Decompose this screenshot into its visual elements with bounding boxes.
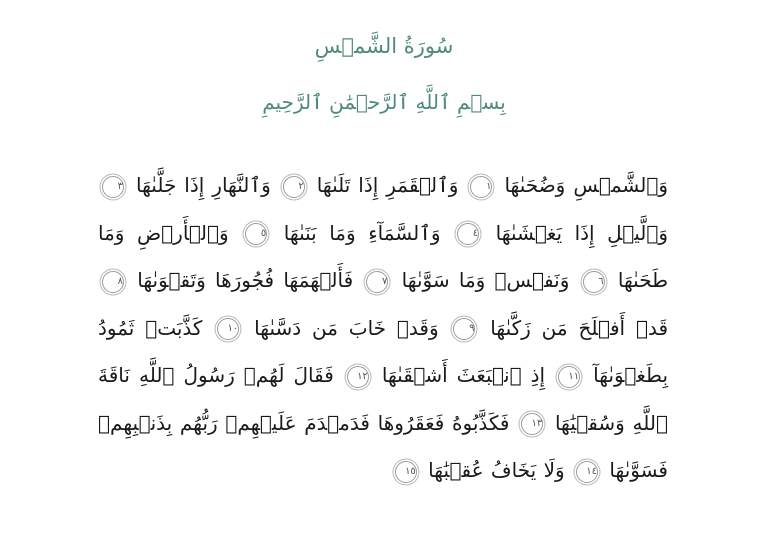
ayah-number-marker: ٧ (366, 271, 388, 293)
ayah-number-marker: ١١ (558, 366, 580, 388)
ayah (391, 458, 565, 482)
ayah-number-marker: ١٤ (576, 461, 598, 483)
ayah-text: وَلَا يَخَافُ عُقۡبَٰهَا (428, 458, 565, 482)
ayah-text: كَذَّبَتۡ ثَمُودُ بِطَغۡوَىٰهَآ (98, 315, 669, 387)
ayah (213, 316, 438, 340)
ayah-number-marker: ١٢ (347, 366, 369, 388)
ayah-text: فَقَالَ لَهُمۡ رَسُولُ ٱللَّهِ نَاقَةَ ٱللَّهِ وَسُقۡيَٰهَا (98, 363, 668, 435)
ayah (466, 173, 668, 197)
ayah-text: وَٱلۡقَمَرِ إِذَا تَلَىٰهَا (316, 173, 459, 197)
ayah-text: قَدۡ أَفۡلَحَ مَن زَكَّىٰهَا (490, 315, 668, 340)
ayah-text: فَأَلۡهَمَهَا فُجُورَهَا وَتَقۡوَىٰهَا (137, 268, 354, 292)
ayah (98, 268, 353, 292)
basmala: بِسۡمِ ٱللَّهِ ٱلرَّحۡمَٰنِ ٱلرَّحِيمِ (262, 90, 506, 114)
ayah-number-marker: ١٣ (521, 413, 543, 435)
ayah-number-marker: ١٠ (217, 318, 239, 340)
ayah-text: وَٱلسَّمَآءِ وَمَا بَنَىٰهَا (283, 220, 441, 245)
ayah (362, 268, 569, 292)
ayah-number-marker: ٢ (283, 176, 305, 198)
ayah (98, 173, 271, 197)
ayah (453, 221, 668, 245)
ayah-text: وَنَفۡسٖ وَمَا سَوَّىٰهَا (401, 268, 570, 292)
ayah-number-marker: ١٥ (395, 461, 417, 483)
ayah-number-marker: ٣ (102, 176, 124, 198)
ayah-text: فَكَذَّبُوهُ فَعَقَرُوهَا فَدَمۡدَمَ عَلَيۡهِمۡ رَبُّهُم بِذَنۢبِهِمۡ فَسَوَّىٰهَا (98, 410, 668, 482)
ayah (449, 316, 668, 340)
ayah-number-marker: ١ (470, 176, 492, 198)
ayah-number-marker: ٤ (457, 223, 479, 245)
ayah-number-marker: ٦ (583, 271, 605, 293)
surah-title: سُورَةُ الشَّمۡسِ (314, 34, 454, 58)
ayah-number-marker: ٨ (102, 271, 124, 293)
ayah-text: وَقَدۡ خَابَ مَن دَسَّىٰهَا (254, 315, 439, 340)
ayah (343, 363, 545, 387)
verses-block (98, 162, 668, 495)
ayah-text: وَٱلۡأَرۡضِ وَمَا طَحَىٰهَا (98, 220, 669, 292)
ayah-text: إِذِ ٱنۢبَعَثَ أَشۡقَىٰهَا (381, 363, 546, 387)
ayah-number-marker: ٥ (245, 223, 267, 245)
ayah-number-marker: ٩ (453, 318, 475, 340)
ayah-text: وَٱلنَّهَارِ إِذَا جَلَّىٰهَا (135, 173, 271, 197)
ayah-text: وَٱلَّيۡلِ إِذَا يَغۡشَىٰهَا (495, 220, 669, 245)
ayah-text: وَٱلشَّمۡسِ وَضُحَىٰهَا (504, 173, 668, 197)
ayah (241, 221, 440, 245)
ayah (279, 173, 459, 197)
